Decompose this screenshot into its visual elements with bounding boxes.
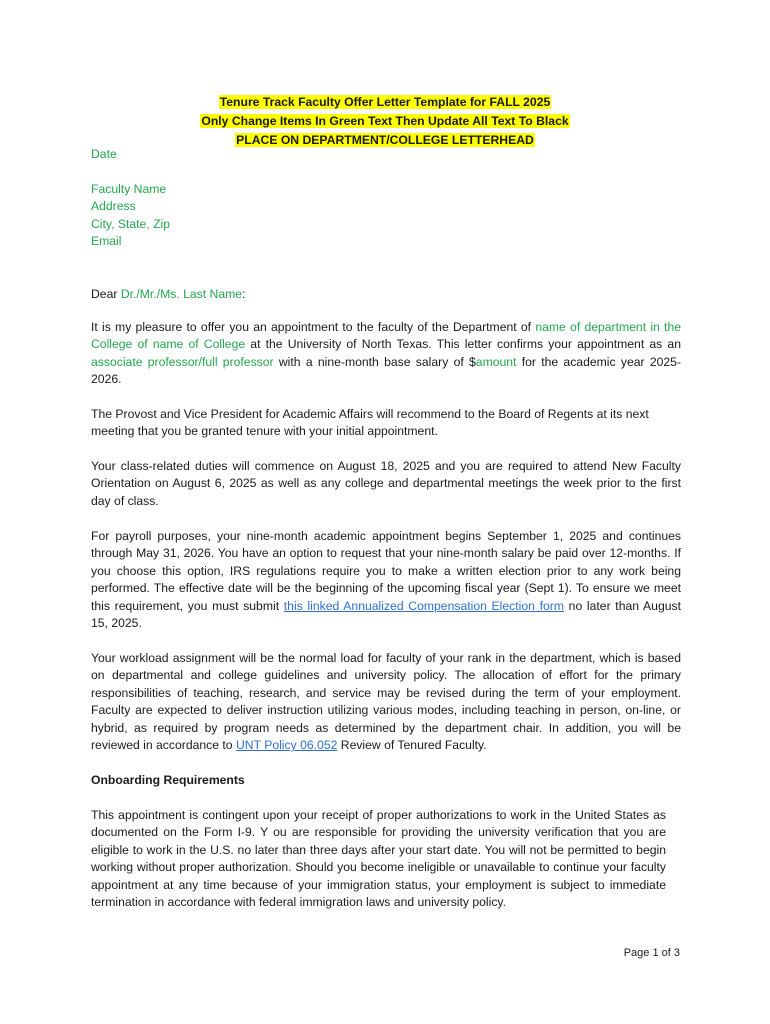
paragraph-class-duties: Your class-related duties will commence on August 18, 2025 and you are required to attend New Faculty Orientation on August 6, 2025 as well as any college and departmental meetings the week prior to the first day of class. [91,459,681,508]
para5-text-1: Your workload assignment will be the normal load for faculty of your rank in the department, which is based on departmental and college guidelines and university policy. The allocation of effort for the primary responsibilities of teaching, research, and service may be revised during the term of your employment. Faculty are expected to deliver instruction utilizing various modes, including teaching in person, on-line, or hybrid, as required by program needs as determined by the department chair. In addition, you will be reviewed in accordance to [91,651,681,753]
faculty-name: Faculty Name [91,182,167,196]
paragraph-workload [91,650,681,754]
paragraph-onboarding: This appointment is contingent upon your receipt of proper authorizations to work in the United States as documented on the Form I-9. Y ou are responsible for providing the university verification that you are eligible to work in the U.S. no later than three days after your start date. You will not be permitted to begin working without proper authorization. Should you become ineligible or unavailable to continue your faculty appointment at any time because of your immigration status, your employment is subject to immediate termination in accordance with federal immigration laws and university policy. [91,808,666,910]
date-field: Date [91,147,117,161]
department-college-placeholder: name of department in the College of name of College [91,320,682,352]
para5-text-2: Review of Tenured Faculty. [337,738,487,753]
faculty-city-state-zip: City, State, Zip [91,216,171,231]
page-number: Page 1 of 3 [623,947,680,959]
rank-placeholder: associate professor/full professor [91,354,274,369]
para4-text-1: For payroll purposes, your nine-month academic appointment begins September 1, 2025 and continues through May 31, 2026. You have an option to request that your nine-month salary be paid over 12-months. If you choose this option, IRS regulations require you to make a written election prior to any work being performed. The effective date will be the beginning of the upcoming fiscal year (Sept 1). To ensure we meet this requirement, you must submit [91,529,681,613]
compensation-election-form-link[interactable]: this linked Annualized Compensation Election form [283,598,564,613]
paragraph-payroll [91,528,681,632]
recipient-address-block [91,181,681,251]
salutation-suffix: : [242,287,246,301]
salary-amount-placeholder: amount [475,354,517,369]
template-title-line-3: PLACE ON DEPARTMENT/COLLEGE LETTERHEAD [236,133,534,147]
faculty-address: Address [91,199,136,214]
template-title-line-2: Only Change Items In Green Text Then Update All Text To Black [201,114,569,128]
template-title-line-1: Tenure Track Faculty Offer Letter Template for FALL 2025 [219,95,551,109]
para1-text-3: with a nine-month base salary of $ [273,354,476,369]
unt-policy-link[interactable]: UNT Policy 06.052 [235,738,338,753]
salutation-prefix: Dear [91,287,121,301]
template-title [0,93,770,150]
faculty-email: Email [91,234,122,249]
para1-text-2: at the University of North Texas. This letter confirms your appointment as an [245,337,681,352]
para4-text-2: no later than August 15, 2025. [91,598,681,631]
paragraph-appointment [91,319,681,389]
salutation-name: Dr./Mr./Ms. Last Name [120,287,243,301]
onboarding-heading: Onboarding Requirements [91,773,245,787]
para1-text-1: It is my pleasure to offer you an appointment to the faculty of the Department of [91,320,536,334]
salutation [91,286,681,303]
para1-text-4: for the academic year 2025-2026. [91,354,681,387]
paragraph-tenure: The Provost and Vice President for Academic Affairs will recommend to the Board of Regents at its next meeting that you be granted tenure with your initial appointment. [91,407,649,439]
